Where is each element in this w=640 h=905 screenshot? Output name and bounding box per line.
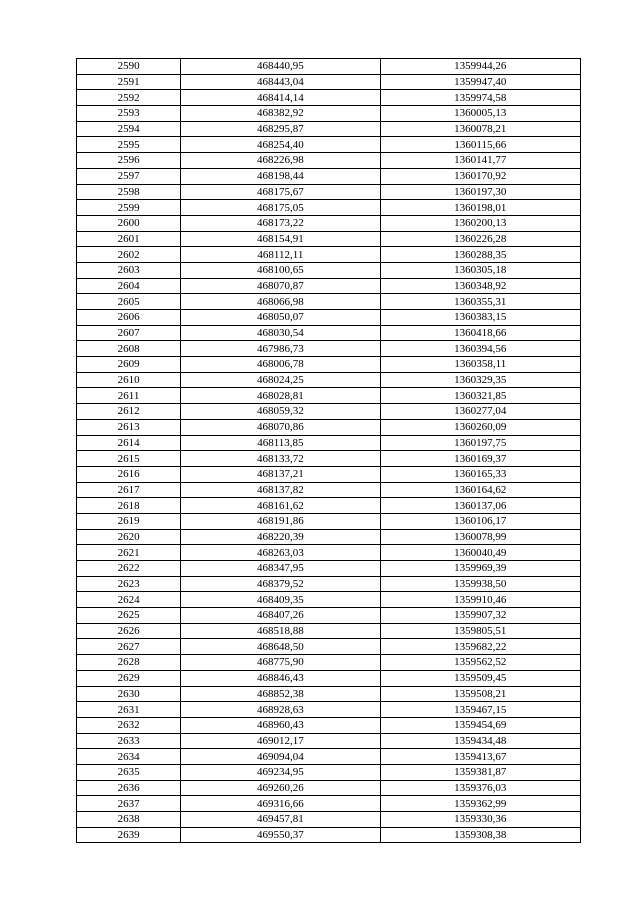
y-coordinate-cell: 1360418,66: [380, 325, 580, 341]
table-row: [77, 513, 581, 529]
x-coordinate-cell: 469234,95: [181, 764, 380, 780]
point-number-cell: 2637: [77, 796, 181, 812]
point-number-cell: 2610: [77, 372, 181, 388]
x-coordinate-cell: 468960,43: [181, 717, 380, 733]
table-row: [77, 733, 581, 749]
table-row: [77, 561, 581, 577]
point-number-cell: 2629: [77, 670, 181, 686]
x-coordinate-cell: 468006,78: [181, 357, 380, 373]
point-number-cell: 2613: [77, 419, 181, 435]
table-row: [77, 639, 581, 655]
point-number-cell: 2591: [77, 74, 181, 90]
table-row: [77, 498, 581, 514]
table-row: [77, 670, 581, 686]
x-coordinate-cell: 468028,81: [181, 388, 380, 404]
point-number-cell: 2609: [77, 357, 181, 373]
y-coordinate-cell: 1360137,06: [380, 498, 580, 514]
y-coordinate-cell: 1359330,36: [380, 812, 580, 828]
table-row: [77, 388, 581, 404]
point-number-cell: 2596: [77, 153, 181, 169]
x-coordinate-cell: 469260,26: [181, 780, 380, 796]
table-row: [77, 812, 581, 828]
x-coordinate-cell: 468059,32: [181, 404, 380, 420]
table-row: [77, 200, 581, 216]
table-row: [77, 435, 581, 451]
y-coordinate-cell: 1359910,46: [380, 592, 580, 608]
y-coordinate-cell: 1359944,26: [380, 59, 580, 75]
x-coordinate-cell: 468173,22: [181, 215, 380, 231]
table-row: [77, 106, 581, 122]
x-coordinate-cell: 468100,65: [181, 262, 380, 278]
y-coordinate-cell: 1359362,99: [380, 796, 580, 812]
table-row: [77, 262, 581, 278]
point-number-cell: 2621: [77, 545, 181, 561]
x-coordinate-cell: 468220,39: [181, 529, 380, 545]
x-coordinate-cell: 468928,63: [181, 702, 380, 718]
y-coordinate-cell: 1360141,77: [380, 153, 580, 169]
y-coordinate-cell: 1360358,11: [380, 357, 580, 373]
table-row: [77, 341, 581, 357]
y-coordinate-cell: 1360170,92: [380, 168, 580, 184]
point-number-cell: 2604: [77, 278, 181, 294]
y-coordinate-cell: 1360198,01: [380, 200, 580, 216]
x-coordinate-cell: 468347,95: [181, 561, 380, 577]
point-number-cell: 2594: [77, 121, 181, 137]
x-coordinate-cell: 468175,67: [181, 184, 380, 200]
y-coordinate-cell: 1359805,51: [380, 623, 580, 639]
coordinates-table: [76, 58, 581, 843]
x-coordinate-cell: 468137,82: [181, 482, 380, 498]
point-number-cell: 2597: [77, 168, 181, 184]
table-row: [77, 121, 581, 137]
y-coordinate-cell: 1360164,62: [380, 482, 580, 498]
coordinates-table-body: [77, 59, 581, 843]
point-number-cell: 2634: [77, 749, 181, 765]
y-coordinate-cell: 1360197,75: [380, 435, 580, 451]
table-row: [77, 655, 581, 671]
y-coordinate-cell: 1360200,13: [380, 215, 580, 231]
x-coordinate-cell: 468648,50: [181, 639, 380, 655]
table-row: [77, 168, 581, 184]
point-number-cell: 2631: [77, 702, 181, 718]
y-coordinate-cell: 1360305,18: [380, 262, 580, 278]
point-number-cell: 2616: [77, 466, 181, 482]
x-coordinate-cell: 468191,86: [181, 513, 380, 529]
x-coordinate-cell: 468295,87: [181, 121, 380, 137]
table-row: [77, 592, 581, 608]
y-coordinate-cell: 1360078,21: [380, 121, 580, 137]
y-coordinate-cell: 1359682,22: [380, 639, 580, 655]
point-number-cell: 2626: [77, 623, 181, 639]
x-coordinate-cell: 468154,91: [181, 231, 380, 247]
y-coordinate-cell: 1360169,37: [380, 451, 580, 467]
point-number-cell: 2625: [77, 608, 181, 624]
point-number-cell: 2628: [77, 655, 181, 671]
x-coordinate-cell: 469457,81: [181, 812, 380, 828]
point-number-cell: 2595: [77, 137, 181, 153]
x-coordinate-cell: 468133,72: [181, 451, 380, 467]
point-number-cell: 2600: [77, 215, 181, 231]
table-row: [77, 184, 581, 200]
y-coordinate-cell: 1360226,28: [380, 231, 580, 247]
table-row: [77, 310, 581, 326]
x-coordinate-cell: 468518,88: [181, 623, 380, 639]
point-number-cell: 2612: [77, 404, 181, 420]
table-row: [77, 529, 581, 545]
point-number-cell: 2618: [77, 498, 181, 514]
y-coordinate-cell: 1360260,09: [380, 419, 580, 435]
x-coordinate-cell: 468414,14: [181, 90, 380, 106]
x-coordinate-cell: 468852,38: [181, 686, 380, 702]
table-row: [77, 372, 581, 388]
point-number-cell: 2639: [77, 827, 181, 843]
table-row: [77, 796, 581, 812]
point-number-cell: 2608: [77, 341, 181, 357]
x-coordinate-cell: 468226,98: [181, 153, 380, 169]
table-row: [77, 717, 581, 733]
table-row: [77, 466, 581, 482]
table-row: [77, 90, 581, 106]
table-row: [77, 278, 581, 294]
y-coordinate-cell: 1360383,15: [380, 310, 580, 326]
y-coordinate-cell: 1359376,03: [380, 780, 580, 796]
x-coordinate-cell: 468379,52: [181, 576, 380, 592]
point-number-cell: 2615: [77, 451, 181, 467]
table-row: [77, 137, 581, 153]
point-number-cell: 2620: [77, 529, 181, 545]
x-coordinate-cell: 468050,07: [181, 310, 380, 326]
y-coordinate-cell: 1359974,58: [380, 90, 580, 106]
y-coordinate-cell: 1359562,52: [380, 655, 580, 671]
point-number-cell: 2611: [77, 388, 181, 404]
table-row: [77, 623, 581, 639]
point-number-cell: 2592: [77, 90, 181, 106]
table-row: [77, 215, 581, 231]
x-coordinate-cell: 468440,95: [181, 59, 380, 75]
point-number-cell: 2602: [77, 247, 181, 263]
table-row: [77, 231, 581, 247]
point-number-cell: 2633: [77, 733, 181, 749]
point-number-cell: 2624: [77, 592, 181, 608]
point-number-cell: 2622: [77, 561, 181, 577]
y-coordinate-cell: 1359938,50: [380, 576, 580, 592]
y-coordinate-cell: 1360329,35: [380, 372, 580, 388]
y-coordinate-cell: 1359434,48: [380, 733, 580, 749]
y-coordinate-cell: 1360348,92: [380, 278, 580, 294]
table-row: [77, 74, 581, 90]
x-coordinate-cell: 467986,73: [181, 341, 380, 357]
x-coordinate-cell: 468113,85: [181, 435, 380, 451]
point-number-cell: 2623: [77, 576, 181, 592]
y-coordinate-cell: 1359454,69: [380, 717, 580, 733]
x-coordinate-cell: 468112,11: [181, 247, 380, 263]
point-number-cell: 2635: [77, 764, 181, 780]
x-coordinate-cell: 468846,43: [181, 670, 380, 686]
point-number-cell: 2593: [77, 106, 181, 122]
table-row: [77, 608, 581, 624]
point-number-cell: 2605: [77, 294, 181, 310]
x-coordinate-cell: 468409,35: [181, 592, 380, 608]
y-coordinate-cell: 1359947,40: [380, 74, 580, 90]
y-coordinate-cell: 1360115,66: [380, 137, 580, 153]
y-coordinate-cell: 1360355,31: [380, 294, 580, 310]
x-coordinate-cell: 468263,03: [181, 545, 380, 561]
table-row: [77, 153, 581, 169]
table-row: [77, 325, 581, 341]
y-coordinate-cell: 1359413,67: [380, 749, 580, 765]
point-number-cell: 2619: [77, 513, 181, 529]
x-coordinate-cell: 468443,04: [181, 74, 380, 90]
point-number-cell: 2636: [77, 780, 181, 796]
x-coordinate-cell: 468030,54: [181, 325, 380, 341]
x-coordinate-cell: 468066,98: [181, 294, 380, 310]
x-coordinate-cell: 469316,66: [181, 796, 380, 812]
y-coordinate-cell: 1359381,87: [380, 764, 580, 780]
x-coordinate-cell: 468198,44: [181, 168, 380, 184]
y-coordinate-cell: 1360277,04: [380, 404, 580, 420]
y-coordinate-cell: 1360040,49: [380, 545, 580, 561]
x-coordinate-cell: 469012,17: [181, 733, 380, 749]
y-coordinate-cell: 1360197,30: [380, 184, 580, 200]
table-row: [77, 749, 581, 765]
point-number-cell: 2630: [77, 686, 181, 702]
x-coordinate-cell: 468407,26: [181, 608, 380, 624]
y-coordinate-cell: 1359508,21: [380, 686, 580, 702]
point-number-cell: 2617: [77, 482, 181, 498]
point-number-cell: 2627: [77, 639, 181, 655]
y-coordinate-cell: 1359509,45: [380, 670, 580, 686]
table-row: [77, 545, 581, 561]
table-row: [77, 686, 581, 702]
y-coordinate-cell: 1360394,56: [380, 341, 580, 357]
table-row: [77, 764, 581, 780]
point-number-cell: 2607: [77, 325, 181, 341]
table-row: [77, 357, 581, 373]
table-row: [77, 482, 581, 498]
x-coordinate-cell: 468175,05: [181, 200, 380, 216]
y-coordinate-cell: 1360106,17: [380, 513, 580, 529]
x-coordinate-cell: 468775,90: [181, 655, 380, 671]
point-number-cell: 2614: [77, 435, 181, 451]
x-coordinate-cell: 469550,37: [181, 827, 380, 843]
y-coordinate-cell: 1359467,15: [380, 702, 580, 718]
point-number-cell: 2606: [77, 310, 181, 326]
table-row: [77, 294, 581, 310]
y-coordinate-cell: 1360078,99: [380, 529, 580, 545]
point-number-cell: 2638: [77, 812, 181, 828]
x-coordinate-cell: 468382,92: [181, 106, 380, 122]
y-coordinate-cell: 1360321,85: [380, 388, 580, 404]
point-number-cell: 2603: [77, 262, 181, 278]
table-row: [77, 702, 581, 718]
table-row: [77, 576, 581, 592]
x-coordinate-cell: 468070,86: [181, 419, 380, 435]
y-coordinate-cell: 1360165,33: [380, 466, 580, 482]
table-row: [77, 451, 581, 467]
x-coordinate-cell: 468254,40: [181, 137, 380, 153]
x-coordinate-cell: 468024,25: [181, 372, 380, 388]
y-coordinate-cell: 1359907,32: [380, 608, 580, 624]
point-number-cell: 2632: [77, 717, 181, 733]
table-row: [77, 247, 581, 263]
point-number-cell: 2601: [77, 231, 181, 247]
x-coordinate-cell: 468137,21: [181, 466, 380, 482]
y-coordinate-cell: 1360005,13: [380, 106, 580, 122]
point-number-cell: 2599: [77, 200, 181, 216]
y-coordinate-cell: 1360288,35: [380, 247, 580, 263]
table-row: [77, 827, 581, 843]
table-row: [77, 780, 581, 796]
x-coordinate-cell: 469094,04: [181, 749, 380, 765]
table-row: [77, 59, 581, 75]
point-number-cell: 2598: [77, 184, 181, 200]
table-row: [77, 419, 581, 435]
x-coordinate-cell: 468070,87: [181, 278, 380, 294]
y-coordinate-cell: 1359308,38: [380, 827, 580, 843]
point-number-cell: 2590: [77, 59, 181, 75]
table-row: [77, 404, 581, 420]
y-coordinate-cell: 1359969,39: [380, 561, 580, 577]
x-coordinate-cell: 468161,62: [181, 498, 380, 514]
